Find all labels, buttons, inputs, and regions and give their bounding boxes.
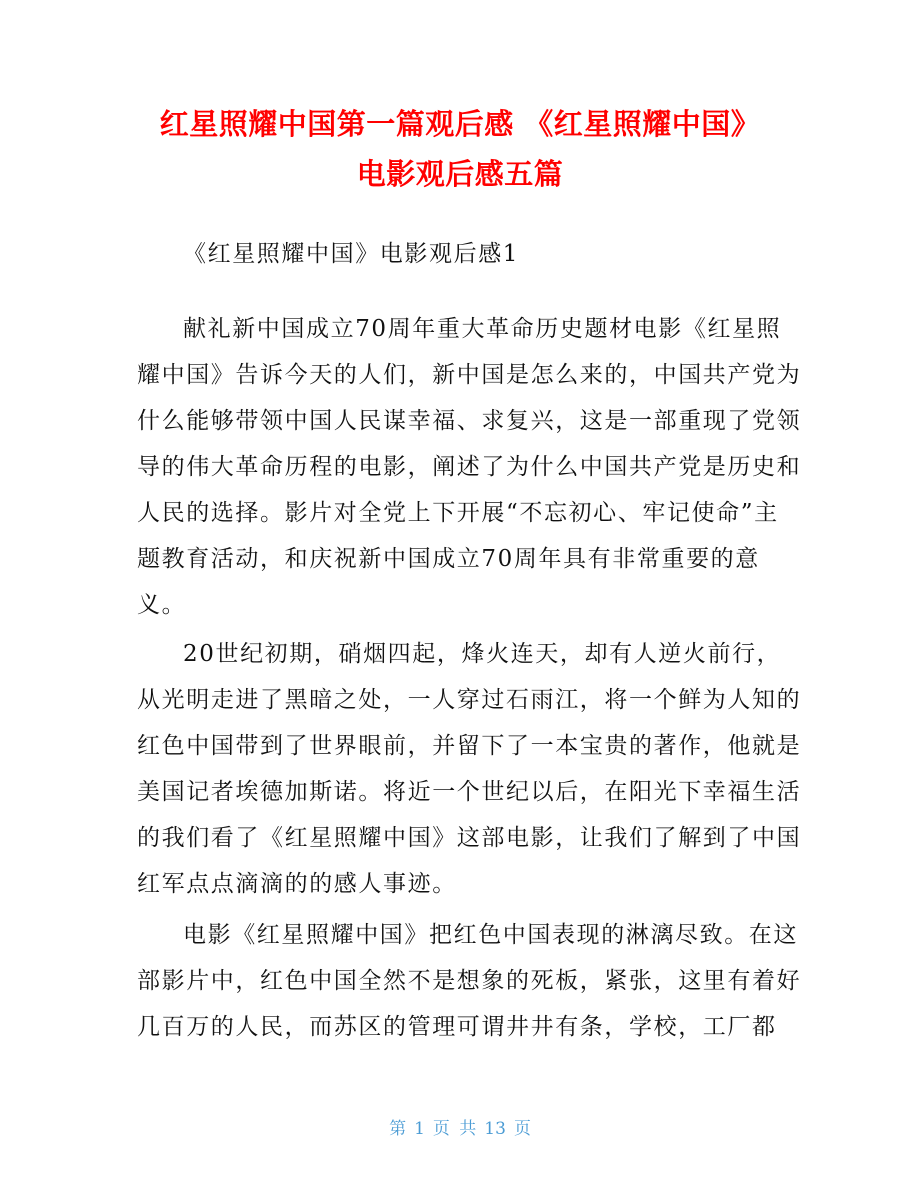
paragraph-1-line: 题教育活动，和庆祝新中国成立70周年具有非常重要的意 xyxy=(137,546,760,572)
page-indicator xyxy=(0,1114,920,1139)
total-pages-number: 13 xyxy=(484,1119,506,1139)
paragraph-2-line: 的我们看了《红星照耀中国》这部电影，让我们了解到了中国 xyxy=(137,825,802,851)
paragraph-2-line: 20世纪初期，硝烟四起，烽火连天，却有人逆火前行， xyxy=(183,641,782,667)
paragraph-1-line: 耀中国》告诉今天的人们，新中国是怎么来的，中国共产党为 xyxy=(137,362,802,388)
subheading: 《红星照耀中国》电影观后感1 xyxy=(183,241,520,267)
paragraph-3-line: 电影《红星照耀中国》把红色中国表现的淋漓尽致。在这 xyxy=(183,922,798,948)
paragraph-2-line: 美国记者埃德加斯诺。将近一个世纪以后，在阳光下幸福生活 xyxy=(137,779,802,805)
page-label: 第 xyxy=(389,1119,407,1139)
document-title-line-1: 红星照耀中国第一篇观后感 《红星照耀中国》 xyxy=(159,107,761,141)
paragraph-1-line: 什么能够带领中国人民谋幸福、求复兴，这是一部重现了党领 xyxy=(137,408,802,434)
document-title-line-2: 电影观后感五篇 xyxy=(356,157,564,191)
paragraph-3-line: 几百万的人民，而苏区的管理可谓井井有条，学校，工厂都 xyxy=(137,1014,777,1040)
paragraph-3-line: 部影片中，红色中国全然不是想象的死板，紧张，这里有着好 xyxy=(137,968,802,994)
paragraph-2-line: 红军点点滴滴的的感人事迹。 xyxy=(137,871,457,897)
current-page-number: 1 xyxy=(414,1119,425,1139)
paragraph-2-line: 从光明走进了黑暗之处，一人穿过石雨江，将一个鲜为人知的 xyxy=(137,687,802,713)
paragraph-1-line: 人民的选择。影片对全党上下开展“不忘初心、牢记使命”主 xyxy=(137,500,779,526)
paragraph-1-line: 献礼新中国成立70周年重大革命历史题材电影《红星照 xyxy=(183,316,782,342)
page-end-label: 页 xyxy=(513,1119,531,1139)
page-of-label: 页 共 xyxy=(432,1119,477,1139)
paragraph-1-line: 义。 xyxy=(137,592,187,618)
paragraph-1-line: 导的伟大革命历程的电影，阐述了为什么中国共产党是历史和 xyxy=(137,454,802,480)
paragraph-2-line: 红色中国带到了世界眼前，并留下了一本宝贵的著作，他就是 xyxy=(137,733,802,759)
